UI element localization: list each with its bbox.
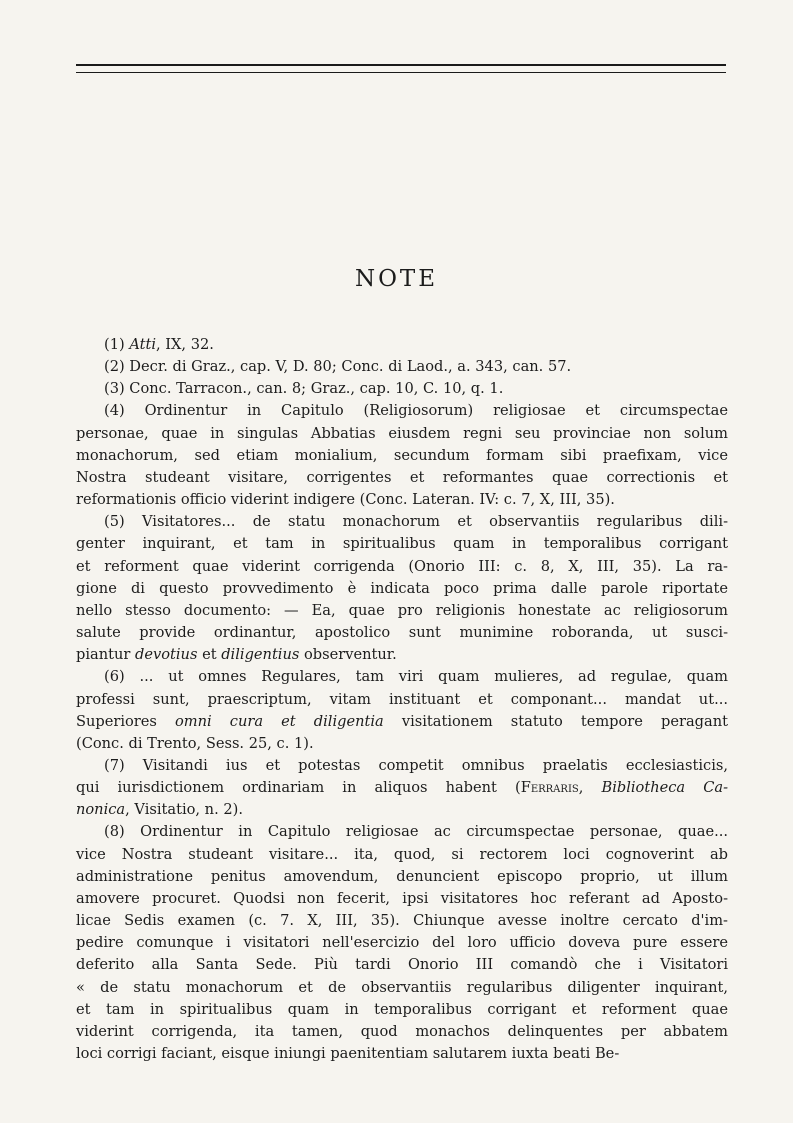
text-run: monachorum, sed etiam monialium, secundum formam sibi praefixam, vice [76,446,728,464]
footnote-line [76,954,728,976]
text-run: Atti [129,336,156,353]
text-run: (6) ... ut omnes Regulares, tam viri quam mulieres, ad regulae, quam [104,668,728,686]
text-run: observentur. [299,646,397,664]
footnote-line [76,1043,728,1065]
footnote-line [76,777,728,799]
footnote-line [76,977,728,999]
footnote-line [76,467,728,489]
text-run: nello stesso documento: — Ea, quae pro religionis honestate ac religiosorum [76,601,728,619]
text-run: (7) Visitandi ius et potestas competit omnibus praelatis ecclesiasticis, [104,756,728,774]
footnote-line [76,711,728,733]
footnote-2 [76,356,728,378]
text-run: amovere procuret. Quodsi non fecerit, ipsi visitatores hoc referant ad Aposto- [76,889,728,907]
footnote-line [76,445,728,467]
text-run: devotius [135,646,198,664]
footnote-line [76,666,728,688]
text-run: (5) Visitatores... de statu monachorum et observantiis regularibus dili- [104,513,728,531]
text-run: qui iurisdictionem ordinariam in aliquos habent ( [76,779,521,797]
footnote-line [76,334,728,356]
text-run: Superiores [76,712,176,730]
footnote-line [76,999,728,1021]
footnote-line [76,400,728,422]
footnote-line [76,600,728,622]
footnote-3 [76,378,728,400]
footnote-line [76,733,728,755]
text-run: reformationis officio viderint indigere (Conc. Lateran. IV: c. 7, X, III, 35). [76,491,615,509]
footnote-line [76,689,728,711]
header-rule-thin [76,72,726,73]
footnote-line [76,799,728,821]
text-run: (1) [104,336,130,353]
footnote-line [76,910,728,932]
text-run: et reforment quae viderint corrigenda (Onorio III: c. 8, X, III, 35). La ra- [76,557,728,575]
text-run: , Visitatio, n. 2). [125,801,243,819]
footnote-line [76,888,728,910]
footnote-line [76,932,728,954]
footnote-line [76,755,728,777]
footnote-line [76,511,728,533]
text-run: « de statu monachorum et de observantiis regularibus diligenter inquirant, [76,978,728,996]
footnote-line [76,423,728,445]
footnote-4 [76,400,728,511]
footnote-line [76,533,728,555]
text-run: (4) Ordinentur in Capitulo (Religiosorum) religiosae et circumspectae [104,402,728,420]
header-rule-thick [76,64,726,66]
footnote-line [76,556,728,578]
text-run: omni cura et diligentia [175,712,384,730]
text-run: salute provide ordinantur, apostolico sunt munimine roboranda, ut susci- [76,624,728,642]
text-run: Nostra studeant visitare, corrigentes et reformantes quae correctionis et [76,468,728,486]
footnote-line [76,622,728,644]
footnote-line [76,866,728,888]
footnote-line [76,378,728,400]
footnote-1 [76,334,728,356]
text-run: (8) Ordinentur in Capitulo religiosae ac circumspectae personae, quae... [104,823,728,841]
text-run: pedire comunque i visitatori nell'esercizio del loro ufficio doveva pure essere [76,934,728,952]
text-run: diligentius [221,646,300,664]
text-run: genter inquirant, et tam in spiritualibus quam in temporalibus corrigant [76,535,728,553]
text-run: deferito alla Santa Sede. Più tardi Onorio III comandò che i Visitatori [76,956,728,974]
page-title: NOTE [354,266,439,292]
text-run: vice Nostra studeant visitare... ita, quod, si rectorem loci cognoverint ab [76,845,728,863]
footnote-line [76,1021,728,1043]
text-run: personae, quae in singulas Abbatias eiusdem regni seu provinciae non solum [76,424,728,442]
text-run: et tam in spiritualibus quam in temporalibus corrigant et reforment quae [76,1000,728,1018]
text-run: administratione penitus amovendum, denuncient episcopo proprio, ut illum [76,867,728,885]
text-run: viderint corrigenda, ita tamen, quod monachos delinquentes per abbatem [76,1022,728,1040]
footnote-line [76,644,728,666]
text-run: licae Sedis examen (c. 7. X, III, 35). Chiunque avesse inoltre cercato d'im- [76,912,728,930]
text-run: Ferraris [520,779,579,797]
text-run: nonica [76,801,126,819]
text-run: , IX, 32. [156,336,214,353]
text-run: (3) Conc. Tarracon., can. 8; Graz., cap. 10, C. 10, q. 1. [104,380,504,398]
text-run: Bibliotheca Ca- [601,779,728,797]
footnote-8 [76,821,728,1065]
footnote-7 [76,755,728,821]
text-run: gione di questo provvedimento è indicata poco prima dalle parole riportate [76,579,728,597]
text-run: piantur [76,646,135,664]
footnote-line [76,489,728,511]
text-run: et [197,646,222,664]
text-run: professi sunt, praescriptum, vitam instituant et componant... mandat ut... [76,690,728,708]
footnote-line [76,821,728,843]
text-run: (2) Decr. di Graz., cap. V, D. 80; Conc. di Laod., a. 343, can. 57. [104,358,572,376]
text-run: (Conc. di Trento, Sess. 25, c. 1). [76,734,314,752]
footnote-5 [76,511,728,666]
footnote-line [76,356,728,378]
text-run: , [578,779,602,797]
footnote-6 [76,666,728,755]
footnote-line [76,578,728,600]
text-run: loci corrigi faciant, eisque iniungi paenitentiam salutarem iuxta beati Be- [76,1045,620,1062]
notes-section [76,334,728,1065]
text-run: visitationem statuto tempore peragant [383,712,728,730]
footnote-line [76,844,728,866]
